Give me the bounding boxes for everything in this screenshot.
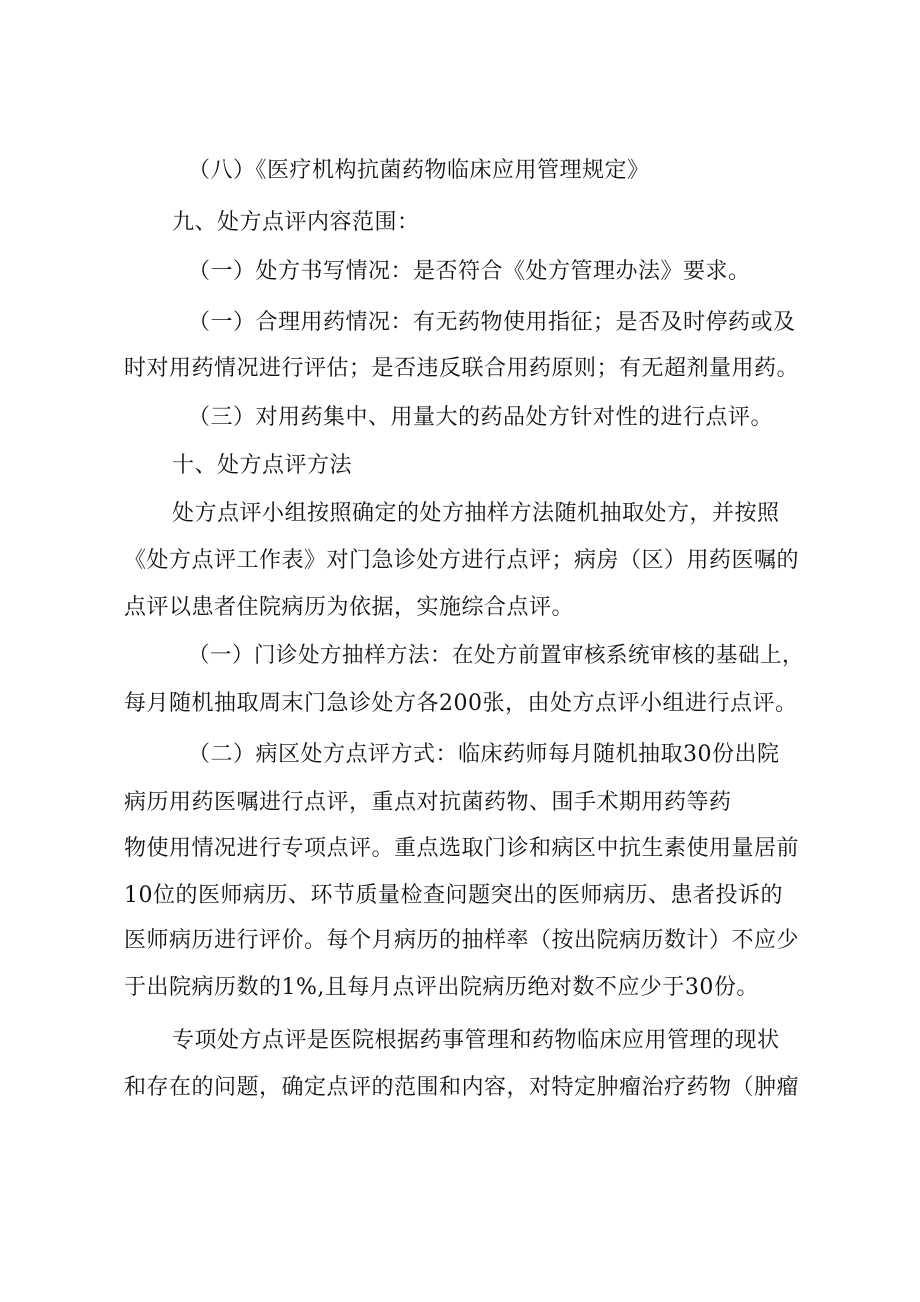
text-line: 点评以患者住院病历为依据，实施综合点评。 xyxy=(124,595,575,620)
text-line: 物使用情况进行专项点评。重点选取门诊和病区中抗生素使用量居前 xyxy=(124,836,800,861)
text-line: （一）门诊处方抽样方法：在处方前置审核系统审核的基础上， xyxy=(188,643,805,668)
text-line: 《处方点评工作表》对门急诊处方进行点评；病房（区）用药医嘱的 xyxy=(124,548,800,573)
text-line: （一）合理用药情况：有无药物使用指征；是否及时停药或及 xyxy=(188,310,796,335)
text-line: 于出院病历数的1%,且每月点评出院病历绝对数不应少于30份。 xyxy=(124,975,759,1000)
text-line: 病历用药医嘱进行点评，重点对抗菌药物、围手术期用药等药 xyxy=(124,790,732,815)
text-line: 处方点评小组按照确定的处方抽样方法随机抽取处方，并按照 xyxy=(172,501,780,526)
text-line: 10位的医师病历、环节质量检查问题突出的医师病历、患者投诉的 xyxy=(124,883,783,908)
text-line: （三）对用药集中、用量大的药品处方针对性的进行点评。 xyxy=(188,405,774,430)
text-line: 时对用药情况进行评估；是否违反联合用药原则；有无超剂量用药。 xyxy=(124,356,800,381)
section-heading: 十、处方点评方法 xyxy=(172,453,353,478)
text-line: （二）病区处方点评方式：临床药师每月随机抽取30份出院 xyxy=(188,742,780,767)
text-line: （八）《医疗机构抗菌药物临床应用管理规定》 xyxy=(188,158,650,183)
text-line: 专项处方点评是医院根据药事管理和药物临床应用管理的现状 xyxy=(172,1028,780,1053)
text-line: （一）处方书写情况：是否符合《处方管理办法》要求。 xyxy=(188,259,751,284)
text-line: 医师病历进行评价。每个月病历的抽样率（按出院病历数计）不应少 xyxy=(124,928,800,953)
section-heading: 九、处方点评内容范围： xyxy=(172,210,420,235)
text-line: 每月随机抽取周末门急诊处方各200张，由处方点评小组进行点评。 xyxy=(124,691,798,716)
text-line: 和存在的问题，确定点评的范围和内容，对特定肿瘤治疗药物（肿瘤 xyxy=(124,1075,800,1100)
